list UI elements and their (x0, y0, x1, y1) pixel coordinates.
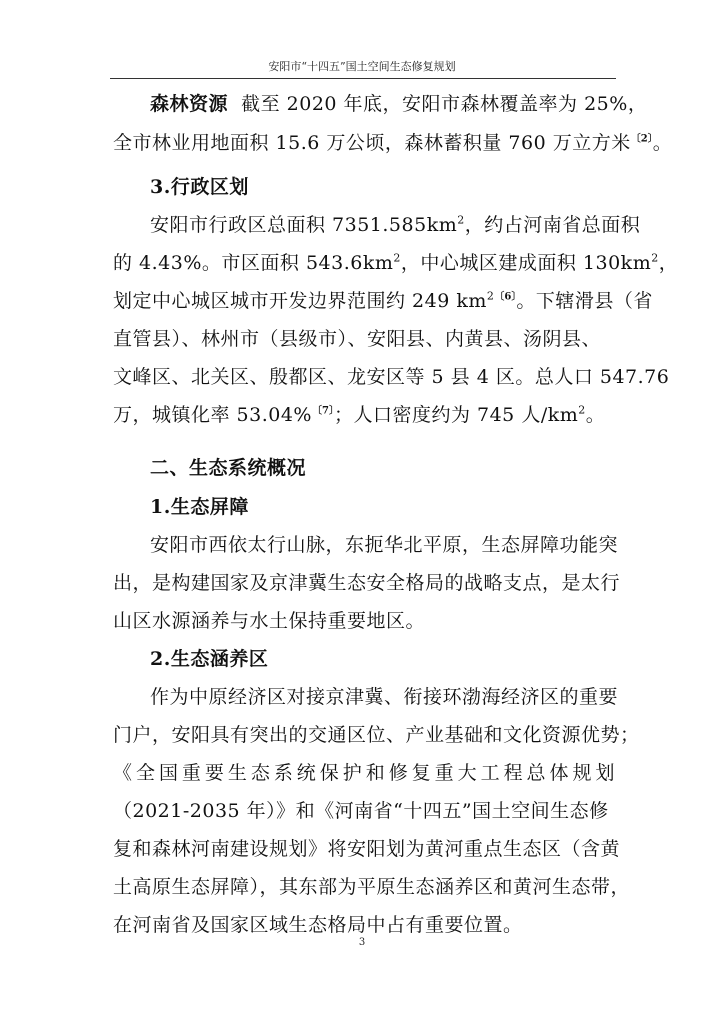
conservation-line-2: 门户，安阳具有突出的交通区位、产业基础和文化资源优势； (113, 724, 640, 746)
conservation-line-4: （2021-2035 年）》和《河南省“十四五”国土空间生态修 (113, 800, 609, 822)
admin-line-6 (113, 404, 615, 426)
admin-line-5: 文峰区、北关区、殷都区、龙安区等 5 县 4 区。总人口 547.76 (113, 366, 670, 388)
admin-line-2-c: ， (658, 252, 679, 274)
superscript: 2 (651, 251, 659, 265)
admin-line-4: 直管县）、林州市（县级市）、安阳县、内黄县、汤阴县、 (113, 328, 602, 350)
conservation-line-3: 《全国重要生态系统保护和修复重大工程总体规划 (113, 762, 615, 784)
page-number: 3 (358, 937, 366, 948)
admin-line-1 (150, 213, 641, 236)
conservation-line-5: 复和森林河南建设规划》将安阳划为黄河重点生态区（含黄 (113, 838, 621, 860)
citation-6: 〔6〕 (494, 291, 517, 303)
admin-line-2 (113, 251, 679, 274)
superscript: 2 (393, 251, 401, 265)
conservation-heading: 2.生态涵养区 (150, 648, 269, 670)
section-heading-ecosystem: 二、生态系统概况 (150, 457, 307, 479)
forest-line-2-end: 。 (652, 132, 673, 154)
forest-line-2-text: 全市林业用地面积 15.6 万公顷，森林蓄积量 760 万立方米 (113, 132, 631, 154)
superscript: 2 (457, 213, 465, 227)
admin-line-6-c: 。 (585, 404, 606, 426)
forest-term: 森林资源 (150, 93, 229, 115)
superscript: 2 (486, 289, 495, 303)
barrier-line-2: 出，是构建国家及京津冀生态安全格局的战略支点，是太行 (113, 572, 621, 594)
forest-paragraph-line-1 (150, 93, 648, 115)
barrier-line-1: 安阳市西依太行山脉，东扼华北平原，生态屏障功能突 (150, 534, 619, 556)
admin-line-6-b: ；人口密度约为 745 人/km (333, 404, 579, 426)
admin-line-1-end: ，约占河南省总面积 (464, 214, 641, 236)
admin-line-6-a: 万，城镇化率 53.04% (113, 404, 312, 426)
conservation-line-1: 作为中原经济区对接京津冀、衔接环渤海经济区的重要 (150, 686, 619, 708)
barrier-line-3: 山区水源涵养与水土保持重要地区。 (113, 610, 426, 632)
admin-line-2-a: 的 4.43%。市区面积 543.6km (113, 252, 394, 274)
superscript: 2 (578, 403, 586, 417)
admin-line-3-b: 。下辖滑县（省 (516, 290, 653, 312)
citation-7: 〔7〕 (312, 405, 334, 417)
conservation-line-7: 在河南省及国家区域生态格局中占有重要位置。 (113, 914, 523, 936)
admin-line-2-b: ，中心城区建成面积 130km (400, 252, 652, 274)
admin-line-1-text: 安阳市行政区总面积 7351.585km (150, 214, 458, 236)
admin-line-3 (113, 289, 653, 312)
barrier-heading: 1.生态屏障 (150, 496, 249, 518)
header-rule (110, 78, 616, 79)
running-header: 安阳市“十四五”国土空间生态修复规划 (268, 60, 456, 73)
admin-heading: 3.行政区划 (150, 176, 249, 198)
conservation-line-6: 土高原生态屏障），其东部为平原生态涵养区和黄河生态带， (113, 876, 631, 898)
forest-line-1-text: 截至 2020 年底，安阳市森林覆盖率为 25%， (241, 93, 648, 115)
admin-line-3-a: 划定中心城区城市开发边界范围约 249 km (113, 290, 487, 312)
forest-paragraph-line-2 (113, 132, 673, 154)
citation-2: 〔2〕 (630, 133, 653, 145)
